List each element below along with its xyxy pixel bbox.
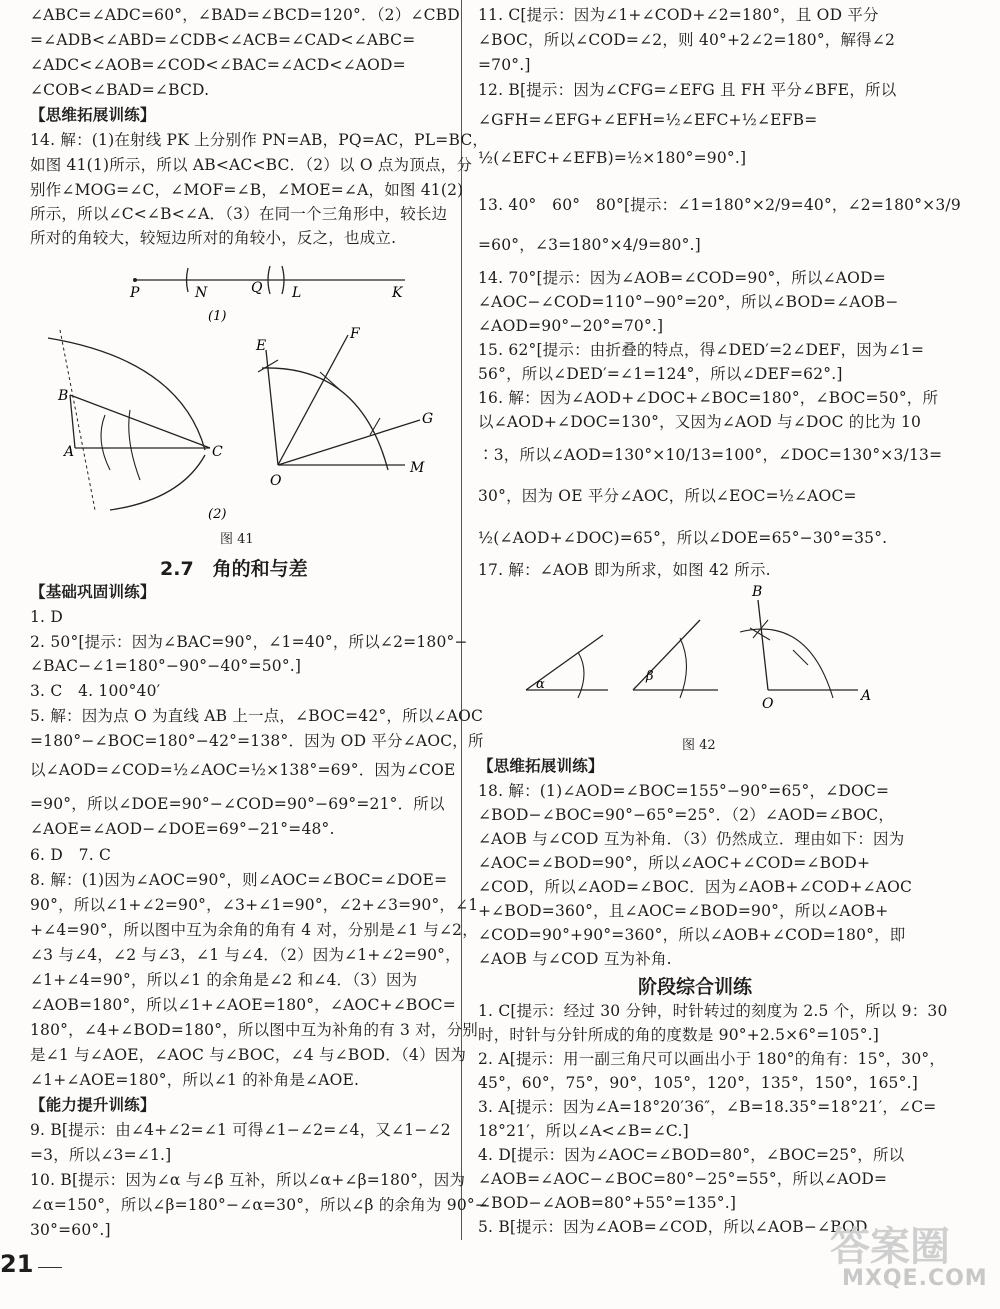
text-line: ½(∠EFC+∠EFB)=½×180°=90°.] (478, 149, 747, 167)
label-O: O (762, 696, 774, 712)
text-line: 30°，因为 OE 平分∠AOC，所以∠EOC=½∠AOC= (478, 487, 857, 505)
text-line: 17. 解：∠AOB 即为所求，如图 42 所示. (478, 561, 771, 579)
figure-42-caption: 图 42 (682, 738, 716, 753)
text-line: ∠COB<∠BAD=∠BCD. (30, 81, 210, 99)
label-Q: Q (251, 280, 263, 296)
text-line: 45°，60°，75°，90°，105°，120°，135°，150°，165°.] (478, 1074, 918, 1092)
text-line: 所对的角较大，较短边所对的角较小，反之，也成立. (30, 229, 397, 247)
heading-thinking: 【思维拓展训练】 (478, 757, 604, 775)
text-line: 1. C[提示：经过 30 分钟，时针转过的刻度为 2.5 个，所以 9：30 (478, 1002, 948, 1020)
figure-42 (478, 580, 914, 730)
text-line: 30°=60°.] (30, 1221, 111, 1239)
text-line: 8. 解：(1)因为∠AOC=90°，则∠AOC=∠BOC=∠DOE= (30, 871, 448, 889)
heading-ability: 【能力提升训练】 (30, 1096, 156, 1114)
label-C: C (212, 444, 223, 460)
figure-41-caption: 图 41 (220, 532, 254, 547)
label-N: N (195, 285, 208, 301)
text-line: ∠GFH=∠EFG+∠EFH=½∠EFC+½∠EFB= (478, 111, 818, 129)
text-line: ∠AOB 与∠COD 互为补角．（3）仍然成立．理由如下：因为 (478, 830, 905, 848)
text-line: 如图 41(1)所示，所以 AB<AC<BC．（2）以 O 点为顶点，分 (30, 156, 473, 174)
text-line: 所示，所以∠C<∠B<∠A．（3）在同一个三角形中，较长边 (30, 205, 448, 223)
text-line: 2. 50°[提示：因为∠BAC=90°，∠1=40°，所以∠2=180°− (30, 633, 468, 651)
text-line: 3. A[提示：因为∠A=18°20′36″，∠B=18.35°=18°21′，∠C= (478, 1098, 937, 1116)
text-line: 6. D 7. C (30, 846, 112, 864)
label-A: A (861, 688, 872, 704)
text-line: ∶3，所以∠AOD=130°×10/13=100°，∠DOC=130°×3/13= (478, 446, 943, 464)
text-line: 15. 62°[提示：由折叠的特点，得∠DED′=2∠DEF，因为∠1= (478, 341, 925, 359)
text-line: ∠AOE=∠AOD−∠DOE=69°−21°=48°. (30, 820, 335, 838)
text-line: 18°21′，所以∠A<∠B=∠C.] (478, 1122, 689, 1140)
text-line: =90°，所以∠DOE=90°−∠COD=90°−69°=21°．所以 (30, 795, 445, 813)
text-line: 以∠AOD=∠COD=½∠AOC=½×138°=69°．因为∠COE (30, 761, 456, 779)
label-F: F (350, 326, 360, 342)
label-P: P (130, 285, 140, 301)
text-line: ½(∠AOD+∠DOC)=65°，所以∠DOE=65°−30°=35°. (478, 529, 888, 547)
label-B: B (752, 584, 763, 600)
text-line: 5. 解：因为点 O 为直线 AB 上一点，∠BOC=42°，所以∠AOC (30, 707, 484, 725)
text-line: 以∠AOD+∠DOC=130°，又因为∠AOD 与∠DOC 的比为 10 (478, 413, 922, 431)
label-A: A (64, 444, 75, 460)
text-line: 14. 70°[提示：因为∠AOB=∠COD=90°，所以∠AOD= (478, 269, 886, 287)
label-E: E (256, 338, 267, 354)
text-line: =60°，∠3=180°×4/9=80°.] (478, 236, 701, 254)
text-line: ∠ABC=∠ADC=60°，∠BAD=∠BCD=120°．（2）∠CBD (30, 6, 460, 24)
text-line: 是∠1 与∠AOE，∠AOC 与∠BOC，∠4 与∠BOD．（4）因为 (30, 1046, 467, 1064)
text-line: ∠BAC−∠1=180°−90°−40°=50°.] (30, 657, 302, 675)
text-line: ∠AOB=180°，所以∠1+∠AOE=180°，∠AOC+∠BOC= (30, 996, 456, 1014)
text-line: =3，所以∠3=∠1.] (30, 1146, 172, 1164)
section-title: 2.7 角的和与差 (160, 558, 308, 580)
text-line: +∠BOD=360°，且∠AOC=∠BOD=90°，所以∠AOB+ (478, 902, 889, 920)
label-O: O (270, 473, 282, 489)
text-line: 14. 解：(1)在射线 PK 上分别作 PN=AB，PQ=AC，PL=BC， (30, 131, 489, 149)
text-line: ∠3 与∠4，∠2 与∠3，∠1 与∠4．（2）因为∠1+∠2=90°， (30, 946, 461, 964)
text-line: 1. D (30, 608, 63, 626)
text-line: ∠AOC−∠COD=110°−90°=20°，所以∠BOD=∠AOB− (478, 293, 899, 311)
page-number-rule (38, 1267, 62, 1268)
label-beta: β (646, 669, 654, 684)
label-K: K (392, 285, 403, 301)
section-title: 阶段综合训练 (638, 976, 753, 998)
text-line: 10. B[提示：因为∠α 与∠β 互补，所以∠α+∠β=180°，因为 (30, 1171, 466, 1189)
label-alpha: α (536, 677, 545, 692)
text-line: ∠BOD−∠BOC=90°−65°=25°．（2）∠AOD=∠BOC， (478, 806, 895, 824)
text-line: 9. B[提示：由∠4+∠2=∠1 可得∠1−∠2=∠4，又∠1−∠2 (30, 1121, 451, 1139)
text-line: ∠AOB 与∠COD 互为补角. (478, 950, 672, 968)
heading-thinking: 【思维拓展训练】 (30, 106, 156, 124)
page-number: 21 (0, 1250, 34, 1278)
figure-sub-2: (2) (208, 507, 227, 520)
text-line: 2. A[提示：用一副三角尺可以画出小于 180°的角有：15°，30°， (478, 1050, 946, 1068)
figure-41-2 (30, 320, 448, 520)
watermark-url: MXQE.COM (842, 1266, 988, 1291)
text-line: ∠BOD−∠AOB=80°+55°=135°.] (478, 1194, 737, 1212)
text-line: =180°−∠BOC=180°−42°=138°．因为 OD 平分∠AOC，所 (30, 732, 484, 750)
text-line: 16. 解：因为∠AOD+∠DOC+∠BOC=180°，∠BOC=50°，所 (478, 389, 939, 407)
text-line: =∠ADB<∠ABD=∠CDB<∠ACB=∠CAD<∠ABC= (30, 31, 416, 49)
text-line: 11. C[提示：因为∠1+∠COD+∠2=180°，且 OD 平分 (478, 6, 879, 24)
text-line: ∠1+∠4=90°，所以∠1 的余角是∠2 和∠4．（3）因为 (30, 971, 418, 989)
text-line: ∠1+∠AOE=180°，所以∠1 的补角是∠AOE. (30, 1071, 360, 1089)
text-line: ∠COD，所以∠AOD=∠BOC．因为∠AOB+∠COD+∠AOC (478, 878, 913, 896)
text-line: ∠AOC=∠BOD=90°，所以∠AOC+∠COD=∠BOD+ (478, 854, 871, 872)
text-line: ∠α=150°，所以∠β=180°−∠α=30°，所以∠β 的余角为 90°− (30, 1196, 489, 1214)
text-line: ∠COD=90°+90°=360°，所以∠AOB+∠COD=180°，即 (478, 926, 906, 944)
text-line: 56°，所以∠DED′=∠1=124°，所以∠DEF=62°.] (478, 365, 843, 383)
text-line: 13. 40° 60° 80°[提示：∠1=180°×2/9=40°，∠2=180°×3/9 (478, 196, 961, 214)
label-G: G (422, 411, 434, 427)
text-line: 时，时针与分针所成的角的度数是 90°+2.5×6°=105°.] (478, 1026, 880, 1044)
heading-basic: 【基础巩固训练】 (30, 583, 156, 601)
text-line: 4. D[提示：因为∠AOC=∠BOD=80°，∠BOC=25°，所以 (478, 1146, 905, 1164)
text-line: =70°.] (478, 56, 531, 74)
figure-sub-1: (1) (208, 309, 227, 324)
label-L: L (292, 285, 302, 301)
text-line: 18. 解：(1)∠AOD=∠BOC=155°−90°=65°，∠DOC= (478, 782, 890, 800)
text-line: 12. B[提示：因为∠CFG=∠EFG 且 FH 平分∠BFE，所以 (478, 81, 897, 99)
text-line: ∠ADC<∠AOB=∠COD<∠BAC=∠ACD<∠AOD= (30, 56, 406, 74)
text-line: ∠AOB=∠AOC−∠BOC=80°−25°=55°，所以∠AOD= (478, 1170, 888, 1188)
label-B: B (58, 388, 69, 404)
text-line: 别作∠MOG=∠C，∠MOF=∠B，∠MOE=∠A，如图 41(2) (30, 181, 464, 199)
text-line: 5. B[提示：因为∠AOB=∠COD，所以∠AOB−∠BOD (478, 1218, 868, 1236)
text-line: ∠AOD=90°−20°=70°.] (478, 317, 664, 335)
watermark-logo: 答案圈 (830, 1224, 950, 1270)
text-line: 180°，∠4+∠BOD=180°，所以图中互为补角的有 3 对，分别 (30, 1021, 479, 1039)
text-line: +∠4=90°，所以图中互为余角的角有 4 对，分别是∠1 与∠2， (30, 921, 478, 939)
text-line: ∠BOC，所以∠COD=∠2，则 40°+2∠2=180°，解得∠2 (478, 31, 896, 49)
label-M: M (410, 460, 425, 476)
text-line: 3. C 4. 100°40′ (30, 682, 161, 700)
text-line: 90°，所以∠1+∠2=90°，∠3+∠1=90°，∠2+∠3=90°，∠1 (30, 896, 479, 914)
